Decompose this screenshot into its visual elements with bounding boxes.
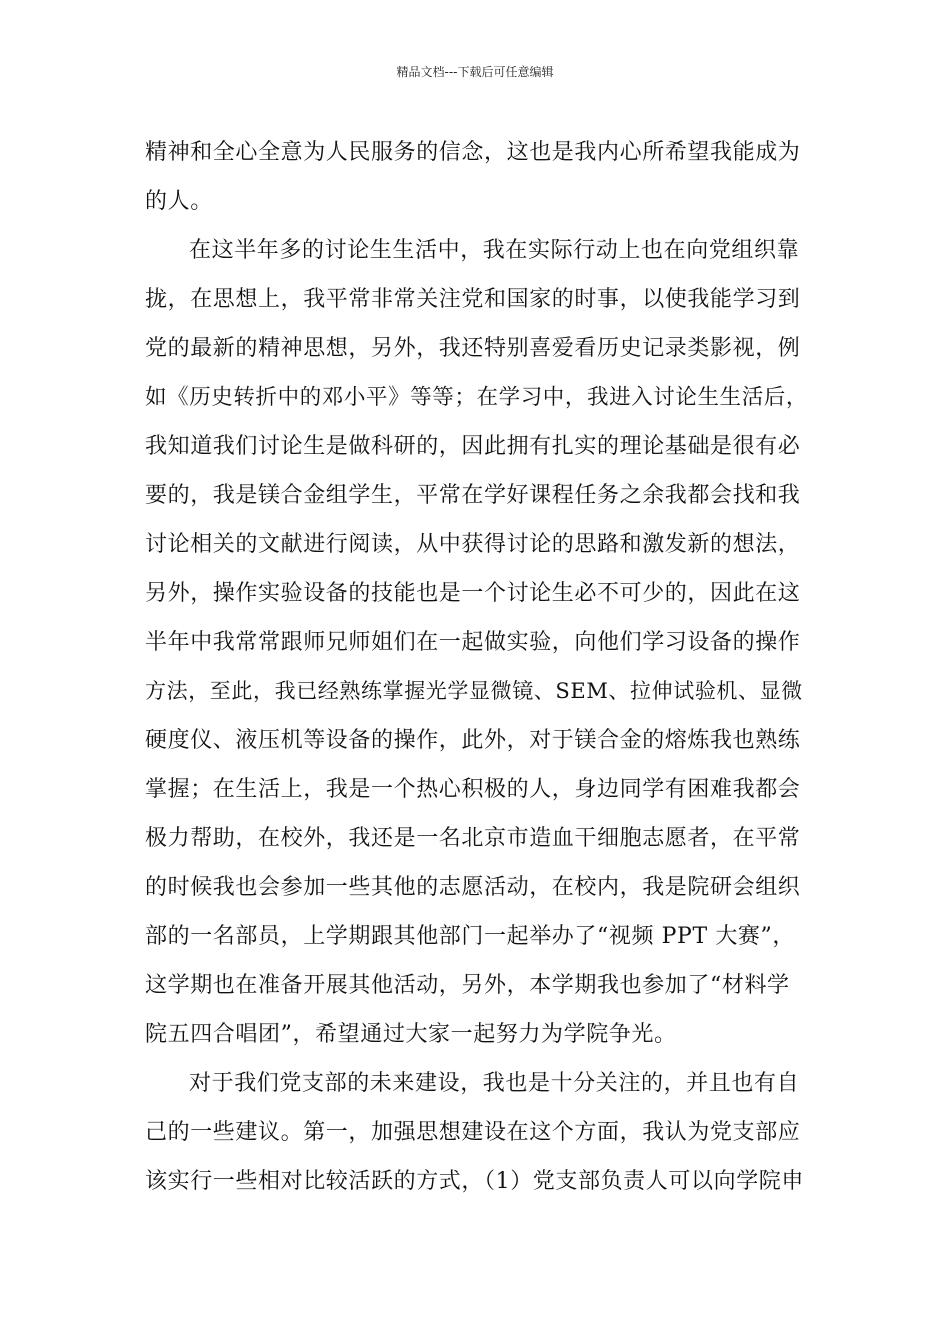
text-line: 硬度仪、液压机等设备的操作，此外，对于镁合金的熔炼我也熟练 <box>145 728 801 753</box>
text-line: 另外，操作实验设备的技能也是一个讨论生必不可少的，因此在这 <box>145 581 801 606</box>
text-line: 精神和全心全意为人民服务的信念，这也是我内心所希望我能成为 <box>145 140 801 165</box>
text-line: 这学期也在准备开展其他活动，另外，本学期我也参加了“材料学 <box>145 973 790 998</box>
document-body <box>145 128 815 1206</box>
text-line: 在这半年多的讨论生生活中，我在实际行动上也在向党组织靠 <box>189 238 800 263</box>
text-line: 半年中我常常跟师兄师姐们在一起做实验，向他们学习设备的操作 <box>145 630 801 655</box>
text-line: 己的一些建议。第一，加强思想建设在这个方面，我认为党支部应 <box>145 1120 801 1145</box>
text-line: 我知道我们讨论生是做科研的，因此拥有扎实的理论基础是很有必 <box>145 434 801 459</box>
text-line: 如《历史转折中的邓小平》等等；在学习中，我进入讨论生生活后， <box>145 385 809 410</box>
text-line: 党的最新的精神思想，另外，我还特别喜爱看历史记录类影视，例 <box>145 336 801 361</box>
page-header: 精品文档---下载后可任意编辑 <box>396 65 554 79</box>
text-line: 对于我们党支部的未来建设，我也是十分关注的，并且也有自 <box>189 1071 800 1096</box>
text-line: 极力帮助，在校外，我还是一名北京市造血干细胞志愿者，在平常 <box>145 826 801 851</box>
text-line: 的人。 <box>145 189 213 214</box>
text-line: 拢，在思想上，我平常非常关注党和国家的时事，以使我能学习到 <box>145 287 801 312</box>
text-line: 部的一名部员，上学期跟其他部门一起举办了“视频 PPT 大赛”， <box>145 924 795 949</box>
text-line: 的时候我也会参加一些其他的志愿活动，在校内，我是院研会组织 <box>145 875 801 900</box>
text-line: 讨论相关的文献进行阅读，从中获得讨论的思路和激发新的想法， <box>145 532 801 557</box>
text-line: 院五四合唱团”，希望通过大家一起努力为学院争光。 <box>145 1022 677 1047</box>
text-line: 掌握；在生活上，我是一个热心积极的人，身边同学有困难我都会 <box>145 777 801 802</box>
text-line: 该实行一些相对比较活跃的方式，（1）党支部负责人可以向学院申 <box>145 1169 804 1194</box>
text-line: 要的，我是镁合金组学生，平常在学好课程任务之余我都会找和我 <box>145 483 801 508</box>
text-line: 方法，至此，我已经熟练掌握光学显微镜、SEM、拉伸试验机、显微 <box>145 679 803 703</box>
